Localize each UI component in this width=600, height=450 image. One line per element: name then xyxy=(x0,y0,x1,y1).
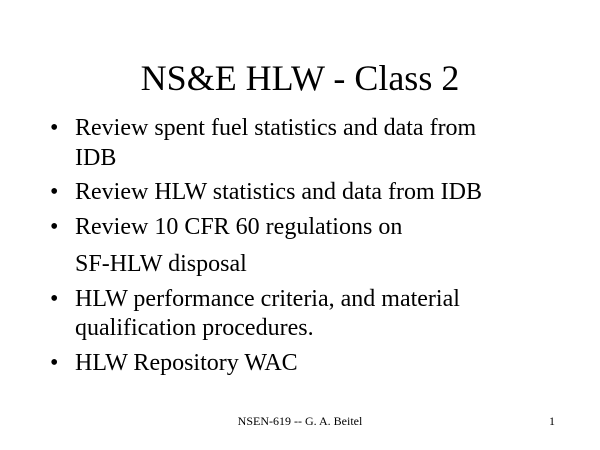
slide-footer: NSEN-619 -- G. A. Beitel xyxy=(237,414,363,428)
bullet-text-line: HLW Repository WAC xyxy=(75,350,298,376)
bullet-text-line: HLW performance criteria, and material xyxy=(75,286,460,312)
bullet-text-line: Review 10 CFR 60 regulations on xyxy=(75,214,403,240)
bullet-icon: • xyxy=(50,214,59,240)
page-number: 1 xyxy=(549,414,555,428)
slide-title: NS&E HLW - Class 2 xyxy=(140,58,460,98)
bullet-icon: • xyxy=(50,179,59,205)
bullet-icon: • xyxy=(50,115,59,141)
bullet-text-line: SF-HLW disposal xyxy=(75,251,247,277)
bullet-text-line: qualification procedures. xyxy=(75,315,314,341)
bullet-text-line: IDB xyxy=(75,145,117,171)
bullet-icon: • xyxy=(50,350,59,376)
bullet-icon: • xyxy=(50,286,59,312)
bullet-text-line: Review HLW statistics and data from IDB xyxy=(75,179,483,205)
bullet-text-line: Review spent fuel statistics and data from xyxy=(75,115,477,141)
